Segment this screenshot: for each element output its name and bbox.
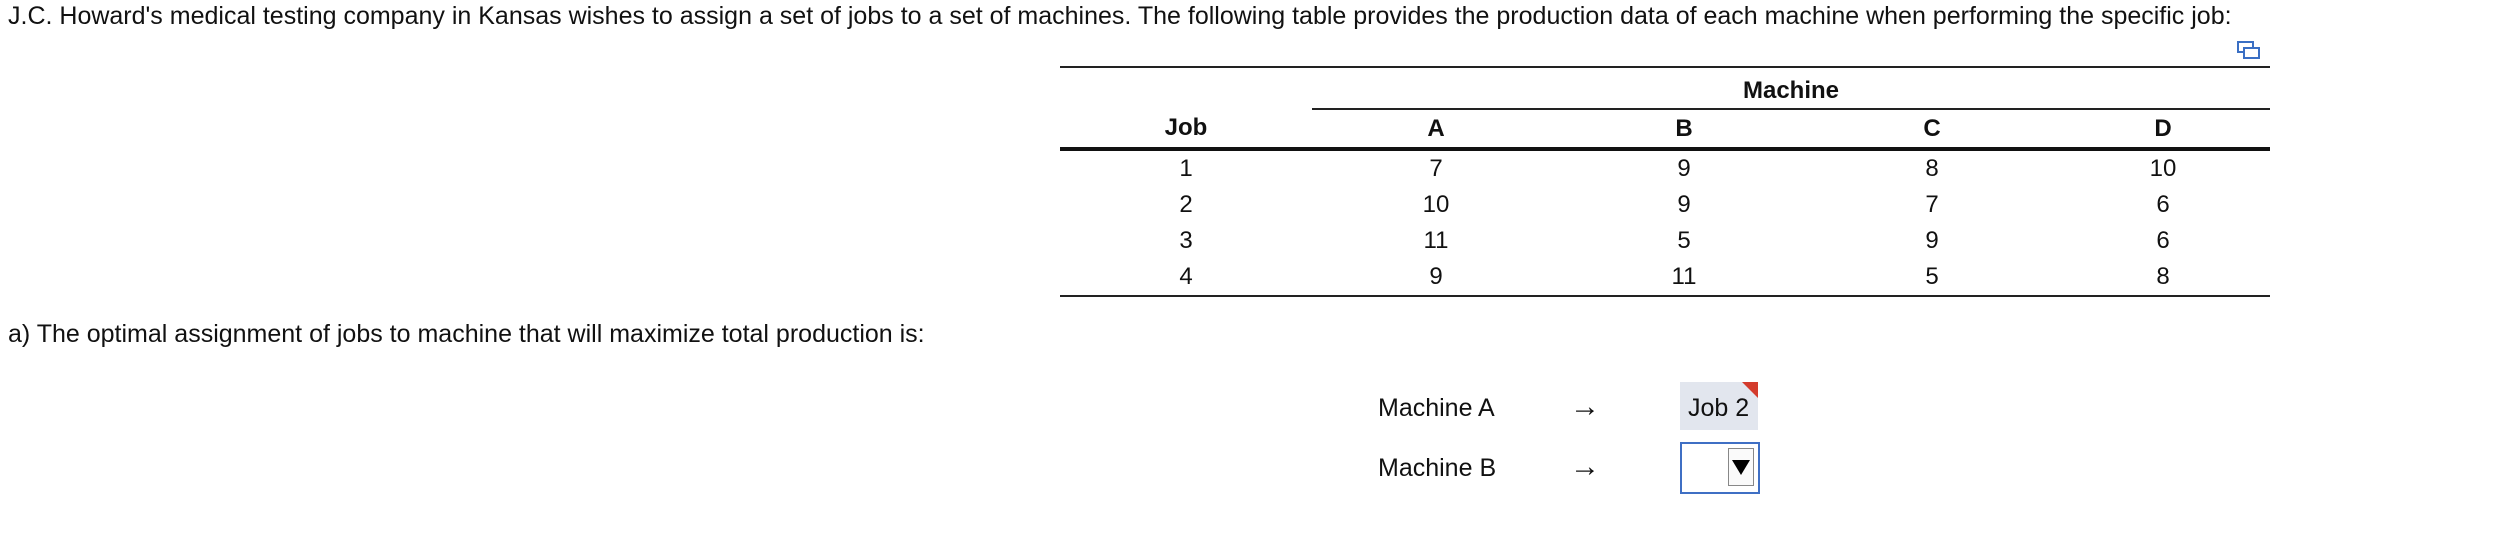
- dropdown-button[interactable]: [1728, 448, 1754, 486]
- machine-a-answer-dropdown[interactable]: [1680, 382, 1758, 430]
- machine-d-header: D: [2056, 109, 2270, 149]
- machine-b-header: B: [1560, 109, 1808, 149]
- table-row: [1060, 187, 2270, 223]
- job-cell: 3: [1179, 227, 1193, 254]
- machine-a-label: Machine A: [1378, 394, 1495, 422]
- right-arrow-icon: →: [1570, 390, 1600, 423]
- machine-b-answer-dropdown[interactable]: [1680, 442, 1760, 494]
- copy-to-clipboard-icon[interactable]: [2236, 40, 2262, 62]
- machine-a-selected-job: Job 2: [1688, 394, 1750, 422]
- job-column-header: Job: [1060, 109, 1312, 149]
- triangle-down-icon: [1732, 460, 1750, 475]
- value-cell: 11: [1560, 259, 1808, 296]
- table-row: [1060, 149, 2270, 187]
- value-cell: 10: [1422, 191, 1450, 218]
- feedback-flag-icon: [1742, 382, 1758, 398]
- question-a: a) The optimal assignment of jobs to machine that will maximize total production is:: [8, 320, 925, 348]
- job-cell: 4: [1060, 259, 1312, 296]
- value-cell: 5: [1677, 227, 1691, 254]
- machine-a-header: A: [1312, 109, 1560, 149]
- value-cell: 6: [2156, 191, 2170, 218]
- machine-c-header: C: [1808, 109, 2056, 149]
- problem-statement: J.C. Howard's medical testing company in Kansas wishes to assign a set of jobs to a set of machines. The following table provides the production data of each machine when performing the specific job:: [8, 2, 2232, 30]
- machine-group-header: Machine: [1312, 67, 2270, 109]
- value-cell: 8: [1925, 155, 1939, 182]
- value-cell: 5: [1808, 259, 2056, 296]
- table-corner: [1060, 67, 1312, 109]
- value-cell: 8: [2056, 259, 2270, 296]
- assignment-row-machine-b: [1378, 442, 1778, 492]
- production-table: [1060, 66, 2270, 297]
- value-cell: 6: [2156, 227, 2170, 254]
- value-cell: 9: [1925, 227, 1939, 254]
- job-cell: 2: [1179, 191, 1193, 218]
- table-row: [1060, 223, 2270, 259]
- table-row: [1060, 259, 2270, 296]
- value-cell: 9: [1677, 155, 1691, 182]
- value-cell: 7: [1925, 191, 1939, 218]
- right-arrow-icon: →: [1570, 450, 1600, 483]
- value-cell: 7: [1429, 155, 1443, 182]
- value-cell: 11: [1423, 227, 1449, 254]
- value-cell: 9: [1677, 191, 1691, 218]
- assignment-row-machine-a: [1378, 382, 1778, 432]
- value-cell: 9: [1312, 259, 1560, 296]
- job-cell: 1: [1179, 155, 1193, 182]
- value-cell: 10: [2149, 155, 2177, 182]
- machine-b-label: Machine B: [1378, 454, 1497, 482]
